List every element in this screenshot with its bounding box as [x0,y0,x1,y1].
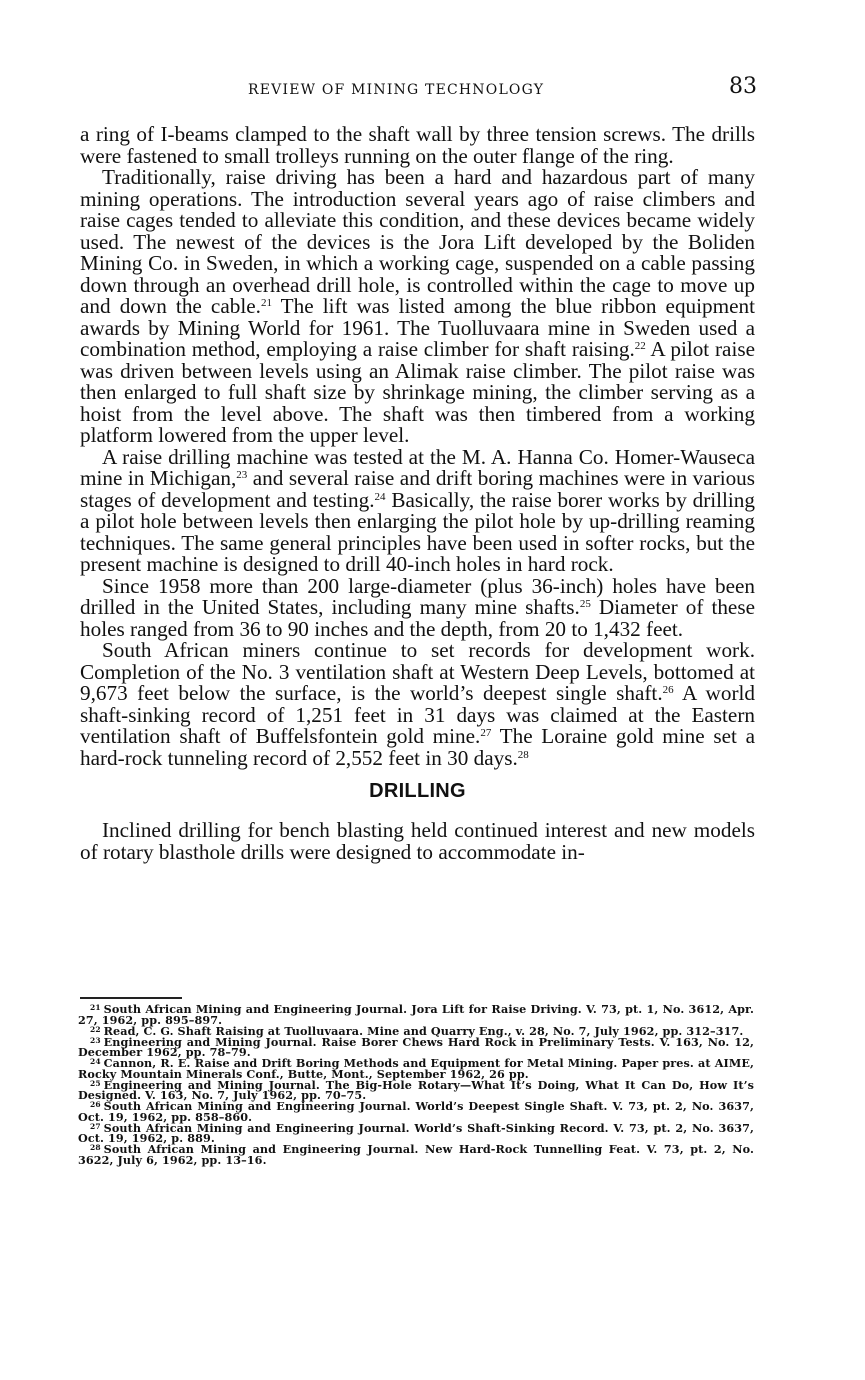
footnote-text: Cannon, R. E. Raise and Drift Boring Methods and Equipment for Metal Mining. Paper pres. at AIME, Rocky Mountain Minerals Conf., Butte, Mont., September 1962, 26 pp. [78,1056,754,1081]
paragraph [80,573,755,641]
paragraph-text: a ring of I-beams clamped to the shaft wall by three tension screws. The drills were fastened to small trolleys running on the outer flange of the ring. [80,122,755,168]
footnote-ref: 26 [662,684,674,696]
footnote-number: 26 [90,1100,101,1110]
paragraph-text: A world shaft-sinking record of 1,251 feet in 31 days was claimed at the Eastern ventilation shaft of Buffelsfontein gold mine. [80,681,755,748]
footnote-text: Engineering and Mining Journal. Raise Borer Chews Hard Rock in Preliminary Tests. V. 163, No. 12, December 1962, pp. 78–79. [78,1034,754,1060]
footnote-rule [80,997,182,999]
footnote-number: 22 [90,1024,101,1034]
paragraph-text: Inclined drilling for bench blasting held continued interest and new models of rotary blasthole drills were designed to accommodate in- [80,818,755,864]
section-heading: DRILLING [369,780,466,802]
page-number: 83 [729,74,757,99]
footnote-ref: 27 [480,727,492,739]
footnote [78,1034,754,1060]
paragraph-text: and several raise and drift boring machines were in various stages of development and testing. [80,466,756,512]
paragraph [80,444,756,576]
footnote-number: 27 [90,1121,101,1131]
footnote-text: South African Mining and Engineering Journal. Jora Lift for Raise Driving. V. 73, pt. 1, No. 3612, Apr. 27, 1962, pp. 895–897. [78,1002,754,1027]
paragraph-text: The lift was listed among the blue ribbon equipment awards by Mining World for 1961. The Tuolluvaara mine in Sweden used a combination method, employing a raise climber for shaft raising. [80,294,755,361]
paragraph-text: South African miners continue to set records for development work. Completion of the No. 3 ventilation shaft at Western Deep Levels, bottomed at 9,673 feet below the surface, is the world’s deepest single shaft. [80,638,755,705]
footnote-ref: 23 [236,469,248,481]
paragraph-text: The Loraine gold mine set a hard-rock tunneling record of 2,552 feet in 30 days. [80,724,755,770]
paragraph-text: Diameter of these holes ranged from 36 to 90 inches and the depth, from 20 to 1,432 feet. [80,595,755,641]
running-head [80,74,757,106]
footnote-text: Engineering and Mining Journal. The Big-Hole Rotary—What It’s Doing, What It Can Do, How It’s Designed. V. 163, No. 7, July 1962, pp. 70–75. [78,1077,754,1103]
footnote-text: Read, C. G. Shaft Raising at Tuolluvaara. Mine and Quarry Eng., v. 28, No. 7, July 1962, pp. 312–317. [103,1023,744,1038]
footnote-ref: 28 [517,748,529,761]
paragraph [80,124,755,167]
footnote [78,1120,754,1146]
footnote-text: South African Mining and Engineering Journal. World’s Shaft-Sinking Record. V. 73, pt. 2, No. 3637, Oct. 19, 1962, p. 889. [78,1120,754,1146]
footnote-ref: 25 [579,598,591,610]
running-head-title: REVIEW OF MINING TECHNOLOGY [248,82,545,98]
footnote-number: 23 [90,1035,101,1045]
paragraph-text: Basically, the raise borer works by drilling a pilot hole between levels then enlarging the pilot hole by up-drilling reaming techniques. The same general principles have been used in softer rocks, but the present machine is designed to drill 40-inch holes in hard rock. [80,487,755,576]
footnote [78,1077,754,1103]
paragraph-text: Traditionally, raise driving has been a hard and hazardous part of many mining operations. The introduction several years ago of raise climbers and raise cages tended to alleviate this condition, and these devices became widely used. The newest of the devices is the Jora Lift developed by the Boliden Mining Co. in Sweden, in which a working cage, suspended on a cable passing down through an overhead drill hole, is controlled within the cage to move up and down the cable. [80,165,755,318]
footnote-number: 24 [90,1057,101,1067]
footnote [78,1058,754,1079]
footnote-number: 28 [90,1143,101,1153]
footnote-ref: 21 [260,297,272,309]
paragraph-text: A raise drilling machine was tested at the M. A. Hanna Co. Homer-Wauseca mine in Michigan, [80,444,755,490]
footnote-text: South African Mining and Engineering Journal. World’s Deepest Single Shaft. V. 73, pt. 2, No. 3637, Oct. 19, 1962, pp. 858–860. [78,1099,754,1124]
body-text [80,124,755,863]
footnote-ref: 22 [634,340,646,352]
paragraph-text: Since 1958 more than 200 large-diameter (plus 36-inch) holes have been drilled in the United States, including many mine shafts. [80,573,755,619]
footnote-number: 25 [90,1078,101,1088]
paragraph [80,820,755,863]
paragraph [80,640,755,769]
footnote [78,1101,754,1122]
footnote [78,1142,754,1168]
paragraph [80,167,755,447]
footnote-ref: 24 [374,490,386,503]
footnote-number: 21 [90,1003,101,1012]
footnote-text: South African Mining and Engineering Journal. New Hard-Rock Tunnelling Feat. V. 73, pt. 2, No. 3622, July 6, 1962, pp. 13–16. [78,1142,754,1168]
paragraph-text: A pilot raise was driven between levels using an Alimak raise climber. The pilot raise was then enlarged to full shaft size by shrinkage mining, the climber serving as a hoist from the level above. The shaft was then timbered from a working platform lowered from the upper level. [80,337,755,447]
footnote [78,1004,754,1025]
footnotes [78,1004,754,1166]
